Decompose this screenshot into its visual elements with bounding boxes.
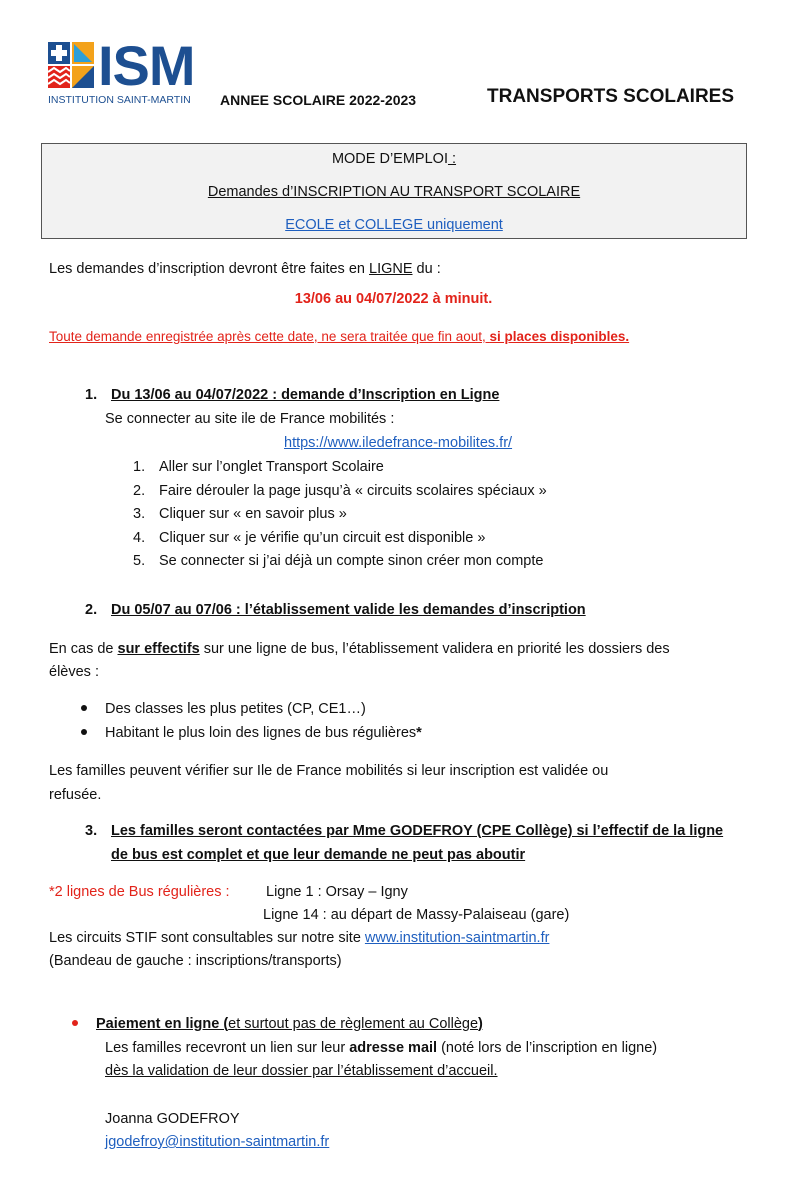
payment-text: Les familles recevront un lien sur leur adresse mail (noté lors de l’inscription en ligne) [105, 1040, 658, 1056]
priority-text-line2: élèves : [49, 664, 99, 680]
logo-emblem [48, 42, 96, 90]
logo-subtitle: INSTITUTION SAINT-MARTIN [48, 94, 191, 106]
list-item: 1. Aller sur l’onglet Transport Scolaire [133, 459, 384, 475]
section-1-heading: 1. Du 13/06 au 04/07/2022 : demande d’Inscription en Ligne [85, 387, 500, 403]
list-item: 3. Cliquer sur « en savoir plus » [133, 506, 347, 522]
page-title: TRANSPORTS SCOLAIRES [487, 86, 735, 107]
bus-lines-label: *2 lignes de Bus régulières : [49, 884, 230, 900]
bus-line-14: Ligne 14 : au départ de Massy-Palaiseau (gare) [263, 907, 570, 923]
verify-text: Les familles peuvent vérifier sur Ile de France mobilités si leur inscription est validée ou [49, 763, 609, 779]
list-item: Des classes les plus petites (CP, CE1…) [81, 700, 366, 718]
section-2-heading: 2. Du 05/07 au 07/06 : l’établissement valide les demandes d’inscription [85, 602, 586, 618]
stif-text: Les circuits STIF sont consultables sur notre site www.institution-saintmartin.fr [49, 930, 550, 946]
registration-dates: 13/06 au 04/07/2022 à minuit. [294, 291, 493, 307]
bus-line-1: Ligne 1 : Orsay – Igny [266, 884, 408, 900]
contact-email-link[interactable]: jgodefroy@institution-saintmartin.fr [105, 1134, 330, 1150]
list-item: 2. Faire dérouler la page jusqu’à « circuits scolaires spéciaux » [133, 482, 547, 499]
logo [48, 34, 208, 106]
instructions-box [41, 143, 747, 239]
priority-text: En cas de sur effectifs sur une ligne de bus, l’établissement validera en priorité les dossiers des [49, 641, 670, 657]
list-item: Habitant le plus loin des lignes de bus régulières* [81, 724, 422, 742]
payment-text-line2: dès la validation de leur dossier par l’établissement d’accueil. [105, 1063, 498, 1079]
idf-mobilites-link[interactable]: https://www.iledefrance-mobilites.fr/ [284, 435, 513, 451]
bullet-icon [72, 1020, 78, 1026]
school-website-link[interactable]: www.institution-saintmartin.fr [364, 930, 550, 946]
late-warning: Toute demande enregistrée après cette date, ne sera traitée que fin aout, si places disponibles. [49, 329, 630, 344]
bullet-icon [81, 705, 87, 711]
bullet-icon [81, 729, 87, 735]
box-subtitle: Demandes d’INSCRIPTION AU TRANSPORT SCOLAIRE [207, 184, 581, 200]
list-item: 4. Cliquer sur « je vérifie qu’un circuit est disponible » [133, 529, 486, 546]
bandeau-text: (Bandeau de gauche : inscriptions/transports) [49, 953, 342, 969]
step-list [133, 458, 547, 576]
logo-text: ISM [98, 34, 195, 97]
connect-text: Se connecter au site ile de France mobilités : [105, 411, 395, 427]
list-item: 5. Se connecter si j’ai déjà un compte sinon créer mon compte [133, 553, 544, 569]
intro-line: Les demandes d’inscription devront être faites en LIGNE du : [49, 261, 441, 277]
verify-text-line2: refusée. [49, 787, 102, 803]
box-heading: MODE D’EMPLOI : [331, 151, 457, 167]
school-year: ANNEE SCOLAIRE 2022-2023 [220, 92, 417, 108]
section-3-heading-line2: de bus est complet et que leur demande ne peut pas aboutir [111, 847, 526, 863]
payment-heading: Paiement en ligne (et surtout pas de règlement au Collège) [72, 1015, 483, 1033]
section-3-heading: 3. Les familles seront contactées par Mme GODEFROY (CPE Collège) si l’effectif de la ligne [85, 823, 724, 839]
contact-name: Joanna GODEFROY [105, 1111, 240, 1127]
box-scope: ECOLE et COLLEGE uniquement [285, 217, 503, 233]
